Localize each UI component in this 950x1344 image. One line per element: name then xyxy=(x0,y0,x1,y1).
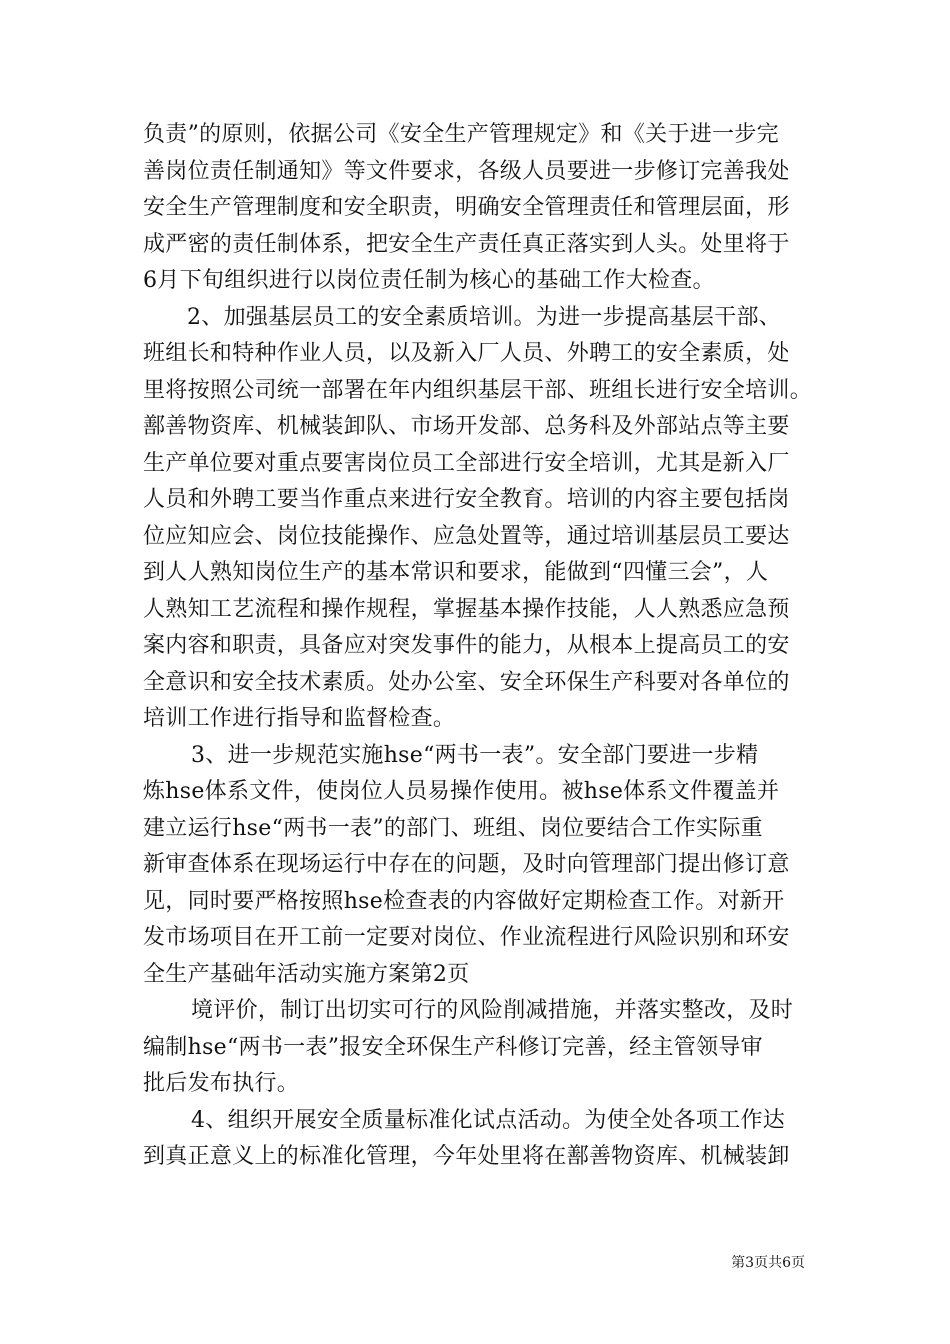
text-line: 全意识和安全技术素质。处办公室、安全环保生产科要对各单位的 xyxy=(143,669,790,695)
text-line: 到人人熟知岗位生产的基本常识和要求，能做到“四懂三会”，人 xyxy=(143,560,769,585)
text-line: 人熟知工艺流程和操作规程，掌握基本操作技能，人人熟悉应急预 xyxy=(143,596,790,622)
document-body xyxy=(143,117,813,1176)
text-line: 成严密的责任制体系，把安全生产责任真正落实到人头。处里将于 xyxy=(143,231,790,257)
text-line: 安全生产管理制度和安全职责，明确安全管理责任和管理层面，形 xyxy=(143,195,790,220)
text-line: 到真正意义上的标准化管理，今年处里将在鄯善物资库、机械装卸 xyxy=(143,1144,790,1169)
text-line: 全生产基础年活动实施方案第2页 xyxy=(143,961,470,987)
paragraph-start-line: 境评价，制订出切实可行的风险削减措施，并落实整改，及时 xyxy=(191,998,794,1023)
text-line: 善岗位责任制通知》等文件要求，各级人员要进一步修订完善我处 xyxy=(143,158,790,184)
text-line: 炼hse体系文件，使岗位人员易操作使用。被hse体系文件覆盖并 xyxy=(143,779,780,804)
text-line: 生产单位要对重点要害岗位员工全部进行安全培训，尤其是新入厂 xyxy=(143,450,790,476)
paragraph-start-line: 2、加强基层员工的安全素质培训。为进一步提高基层干部、 xyxy=(187,304,782,330)
page-number: 第3页共6页 xyxy=(731,1255,805,1271)
text-line: 6月下旬组织进行以岗位责任制为核心的基础工作大检查。 xyxy=(143,268,715,293)
text-line: 发市场项目在开工前一定要对岗位、作业流程进行风险识别和环安 xyxy=(143,925,790,950)
text-line: 新审查体系在现场运行中存在的问题，及时向管理部门提出修订意 xyxy=(143,852,790,877)
text-line: 里将按照公司统一部署在年内组织基层干部、班组长进行安全培训。 xyxy=(143,377,813,403)
text-line: 负责”的原则，依据公司《安全生产管理规定》和《关于进一步完 xyxy=(143,122,779,147)
text-line: 位应知应会、岗位技能操作、应急处置等，通过培训基层员工要达 xyxy=(143,523,790,549)
text-line: 人员和外聘工要当作重点来进行安全教育。培训的内容主要包括岗 xyxy=(143,487,790,512)
text-line: 班组长和特种作业人员，以及新入厂人员、外聘工的安全素质，处 xyxy=(143,341,790,366)
text-line: 鄯善物资库、机械装卸队、市场开发部、总务科及外部站点等主要 xyxy=(143,414,790,439)
text-line: 批后发布执行。 xyxy=(143,1071,300,1096)
text-line: 编制hse“两书一表”报安全环保生产科修订完善，经主管领导审 xyxy=(143,1034,763,1060)
paragraph-start-line: 4、组织开展安全质量标准化试点活动。为使全处各项工作达 xyxy=(191,1107,786,1133)
text-line: 见，同时要严格按照hse检查表的内容做好定期检查工作。对新开 xyxy=(143,888,785,914)
text-line: 培训工作进行指导和监督检查。 xyxy=(143,706,456,731)
text-line: 建立运行hse“两书一表”的部门、班组、岗位要结合工作实际重 xyxy=(143,815,763,841)
paragraph-start-line: 3、进一步规范实施hse“两书一表”。安全部门要进一步精 xyxy=(191,742,759,768)
text-line: 案内容和职责，具备应对突发事件的能力，从根本上提高员工的安 xyxy=(143,633,790,658)
